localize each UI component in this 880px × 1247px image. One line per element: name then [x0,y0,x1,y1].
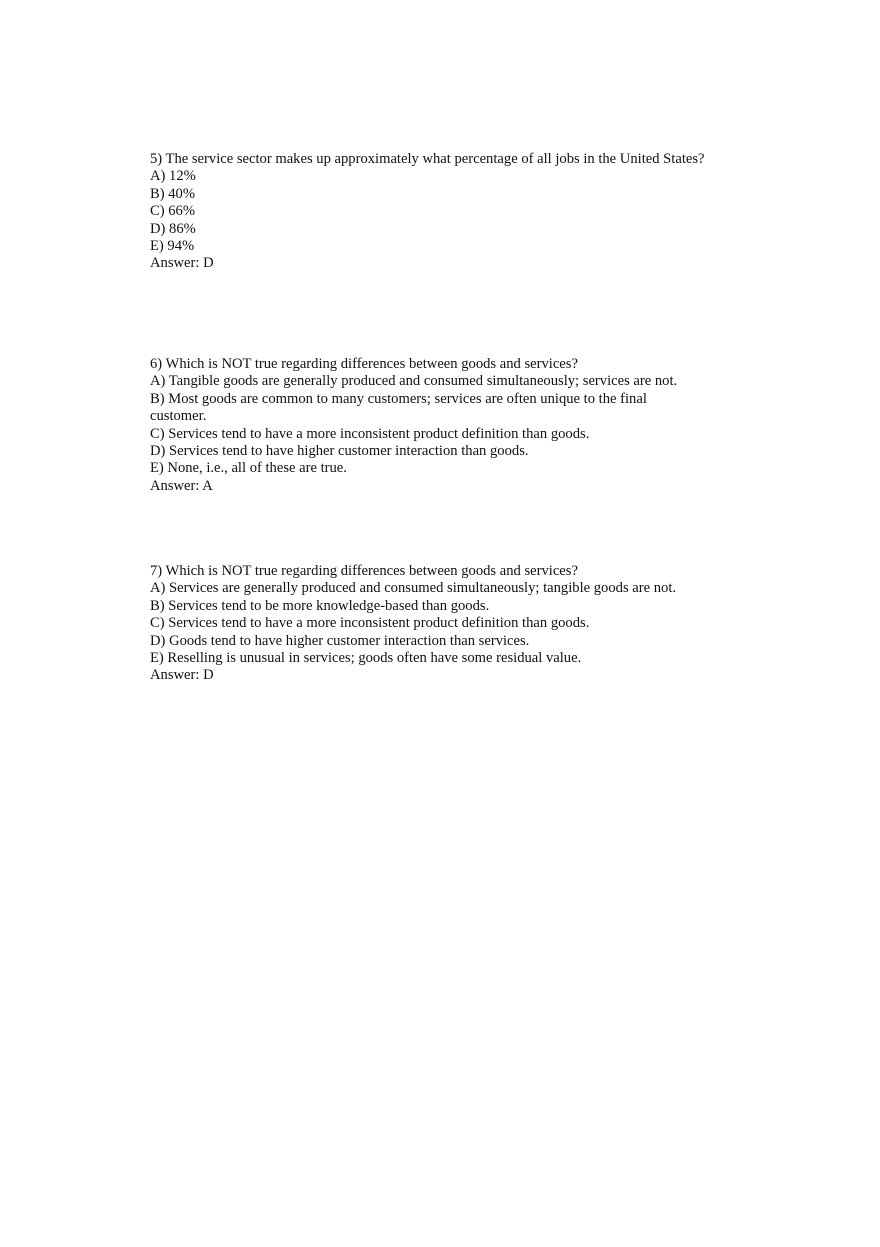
answer-key: Answer: D [150,667,214,684]
answer-option-b: B) Most goods are common to many customers; services are often unique to the final customer. [150,390,647,425]
question-stem: 5) The service sector makes up approximately what percentage of all jobs in the United States? [150,151,705,167]
answer-option-d: D) Services tend to have higher customer interaction than goods. [150,443,529,460]
question-7 [150,563,750,685]
answer-option-e: E) Reselling is unusual in services; goods often have some residual value. [150,650,582,667]
answer-option-e: E) 94% [150,238,195,255]
question-stem: 6) Which is NOT true regarding differences between goods and services? [150,356,578,372]
answer-key: Answer: D [150,255,214,272]
answer-option-c: C) 66% [150,203,195,220]
answer-option-d: D) Goods tend to have higher customer interaction than services. [150,632,530,649]
answer-option-b: B) 40% [150,185,195,202]
answer-option-c: C) Services tend to have a more inconsistent product definition than goods. [150,425,590,442]
question-stem: 7) Which is NOT true regarding differences between goods and services? [150,563,578,579]
answer-key: Answer: A [150,477,213,494]
answer-option-e: E) None, i.e., all of these are true. [150,460,347,477]
question-5 [150,151,750,273]
question-6 [150,356,695,495]
answer-option-a: A) Tangible goods are generally produced and consumed simultaneously; services are not. [150,373,678,390]
answer-option-a: A) 12% [150,168,196,185]
answer-option-c: C) Services tend to have a more inconsistent product definition than goods. [150,615,590,632]
answer-option-d: D) 86% [150,220,196,237]
answer-option-a: A) Services are generally produced and consumed simultaneously; tangible goods are not. [150,580,677,597]
answer-option-b: B) Services tend to be more knowledge-based than goods. [150,597,490,614]
